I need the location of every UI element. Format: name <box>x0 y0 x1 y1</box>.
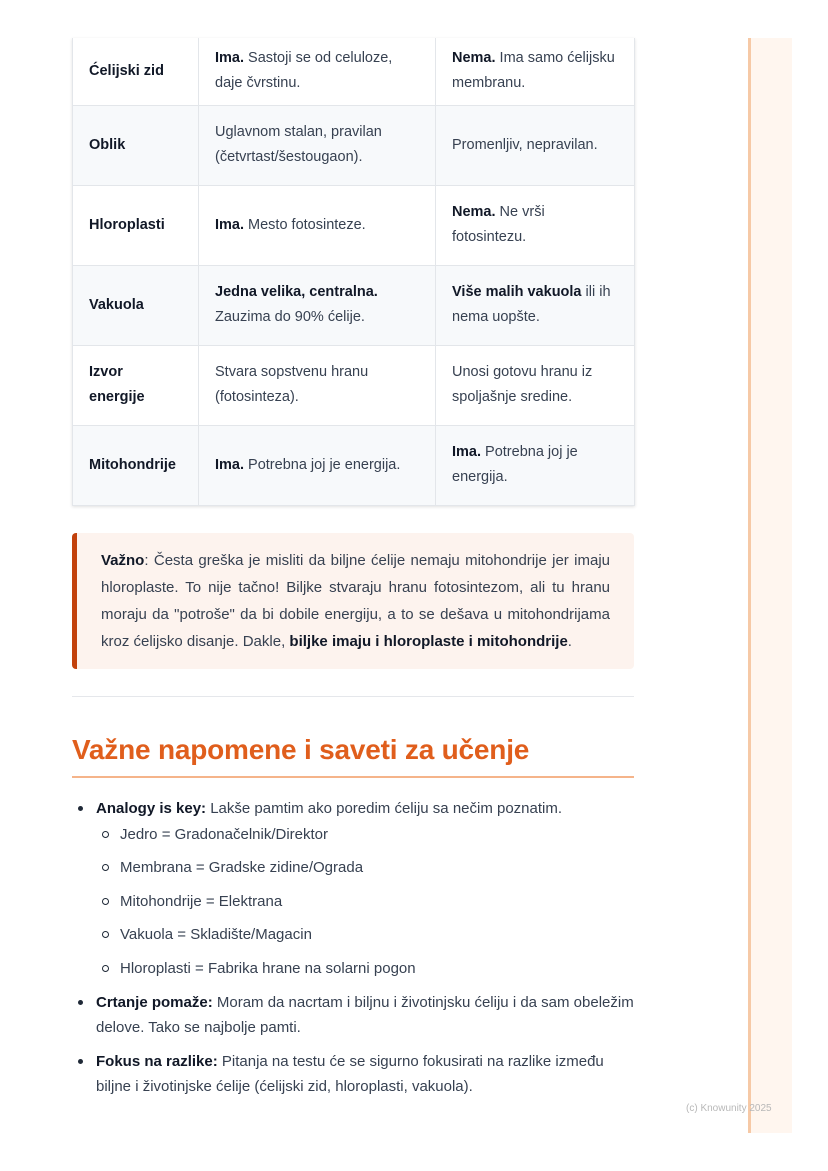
animal-cell: Više malih vakuola ili ih nema uopšte. <box>436 265 635 345</box>
row-feature: Izvor energije <box>73 345 199 425</box>
animal-cell: Ima. Potrebna joj je energija. <box>436 425 635 505</box>
list-item: Analogy is key: Lakše pamtim ako poredim ćeliju sa nečim poznatim. Jedro = Gradonačelnik/Direktor Membrana = Gradske zidine/Ograda Mitohondrije = Elektrana Vakuola = Skladište/Magacin Hloroplasti = Fabrika hrane na solarni pogon <box>72 796 634 981</box>
plant-cell: Ima. Potrebna joj je energija. <box>199 425 436 505</box>
analogy-item: Vakuola = Skladište/Magacin <box>96 922 634 947</box>
list-item: Crtanje pomaže: Moram da nacrtam i biljnu i životinjsku ćeliju i da sam obeležim delove. Tako se najbolje pamti. <box>72 990 634 1040</box>
table-row <box>73 105 635 185</box>
plant-cell: Uglavnom stalan, pravilan (četvrtast/šestougaon). <box>199 105 436 185</box>
animal-cell: Unosi gotovu hranu iz spoljašnje sredine. <box>436 345 635 425</box>
plant-cell: Ima. Sastoji se od celuloze, daje čvrstinu. <box>199 38 436 105</box>
copyright-footer: (c) Knowunity 2025 <box>686 1103 772 1114</box>
animal-cell: Nema. Ima samo ćelijsku membranu. <box>436 38 635 105</box>
row-feature: Ćelijski zid <box>73 38 199 105</box>
animal-cell: Nema. Ne vrši fotosintezu. <box>436 185 635 265</box>
analogy-item: Mitohondrije = Elektrana <box>96 889 634 914</box>
callout-text: : Česta greška je misliti da biljne ćelije nemaju mitohondrije jer imaju hloroplaste. To nije tačno! Biljke stvaraju hranu fotosintezom, ali tu hranu moraju da "potroše" da bi dobile energiju, a to se dešava u mitohondrijama kroz ćelijsko disanje. Dakle, <box>101 551 610 650</box>
row-feature: Oblik <box>73 105 199 185</box>
important-callout: Važno: Česta greška je misliti da biljne ćelije nemaju mitohondrije jer imaju hloroplaste. To nije tačno! Biljke stvaraju hranu fotosintezom, ali tu hranu moraju da "potroše" da bi dobile energiju, a to se dešava u mitohondrijama kroz ćelijsko disanje. Dakle, biljke imaju i hloroplaste i mitohondrije. <box>72 533 634 669</box>
callout-label: Važno <box>101 551 145 569</box>
analogy-item: Hloroplasti = Fabrika hrane na solarni pogon <box>96 956 634 981</box>
table-row <box>73 185 635 265</box>
animal-cell: Promenljiv, nepravilan. <box>436 105 635 185</box>
table-row <box>73 425 635 505</box>
list-item: Fokus na razlike: Pitanja na testu će se sigurno fokusirati na razlike između biljne i životinjske ćelije (ćelijski zid, hloroplasti, vakuola). <box>72 1049 634 1099</box>
table-row <box>73 265 635 345</box>
plant-cell: Ima. Mesto fotosinteze. <box>199 185 436 265</box>
analogy-item: Jedro = Gradonačelnik/Direktor <box>96 822 634 847</box>
section-heading: Važne napomene i saveti za učenje <box>72 734 634 778</box>
section-divider <box>72 696 634 697</box>
callout-emphasis: biljke imaju i hloroplaste i mitohondrije <box>289 632 568 650</box>
table-row <box>73 345 635 425</box>
row-feature: Hloroplasti <box>73 185 199 265</box>
analogy-list <box>96 822 634 981</box>
row-feature: Mitohondrije <box>73 425 199 505</box>
side-margin-panel <box>748 38 792 1133</box>
page-content <box>72 38 634 1108</box>
comparison-table <box>72 38 635 506</box>
row-feature: Vakuola <box>73 265 199 345</box>
table-row <box>73 38 635 105</box>
tips-list <box>72 796 634 1099</box>
plant-cell: Stvara sopstvenu hranu (fotosinteza). <box>199 345 436 425</box>
analogy-item: Membrana = Gradske zidine/Ograda <box>96 855 634 880</box>
plant-cell: Jedna velika, centralna. Zauzima do 90% ćelije. <box>199 265 436 345</box>
